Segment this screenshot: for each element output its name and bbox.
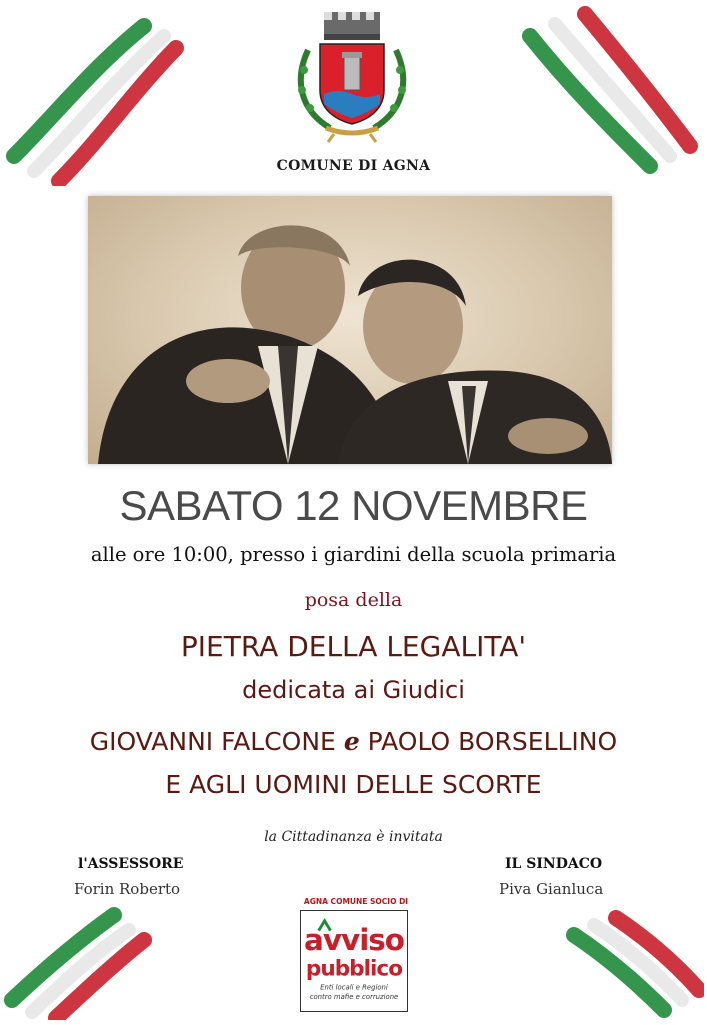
socio-caption: AGNA COMUNE SOCIO DI xyxy=(303,897,409,906)
event-judges xyxy=(0,727,707,756)
judges-photo xyxy=(88,196,612,464)
logo-tagline-2: contro mafie e corruzione xyxy=(309,993,399,1002)
event-dedicata: dedicata ai Giudici xyxy=(242,676,465,704)
municipal-crest-icon xyxy=(290,10,414,145)
sindaco-role: IL SINDACO xyxy=(505,856,603,872)
event-time-place: alle ore 10:00, presso i giardini della scuola primaria xyxy=(90,543,617,566)
judge-borsellino: PAOLO BORSELLINO xyxy=(367,727,618,756)
comune-title: COMUNE DI AGNA xyxy=(276,158,431,174)
event-posa: posa della xyxy=(304,589,403,611)
sindaco-name: Piva Gianluca xyxy=(499,880,604,898)
event-pietra: PIETRA DELLA LEGALITA' xyxy=(180,630,527,663)
logo-avviso-text: avviso xyxy=(303,923,405,958)
judge-falcone: GIOVANNI FALCONE xyxy=(89,727,336,756)
assessore-role: l'ASSESSORE xyxy=(78,856,184,872)
invitation-line: la Cittadinanza è invitata xyxy=(264,829,443,845)
logo-pubblico-text: pubblico xyxy=(305,956,403,982)
avviso-pubblico-logo xyxy=(300,910,408,1012)
assessore-name: Forin Roberto xyxy=(74,880,181,898)
event-date: SABATO 12 NOVEMBRE xyxy=(119,482,588,529)
logo-tagline-1: Enti locali e Regioni xyxy=(320,983,388,992)
event-scorte: E AGLI UOMINI DELLE SCORTE xyxy=(165,770,542,799)
judges-conjunction: e xyxy=(343,727,360,756)
